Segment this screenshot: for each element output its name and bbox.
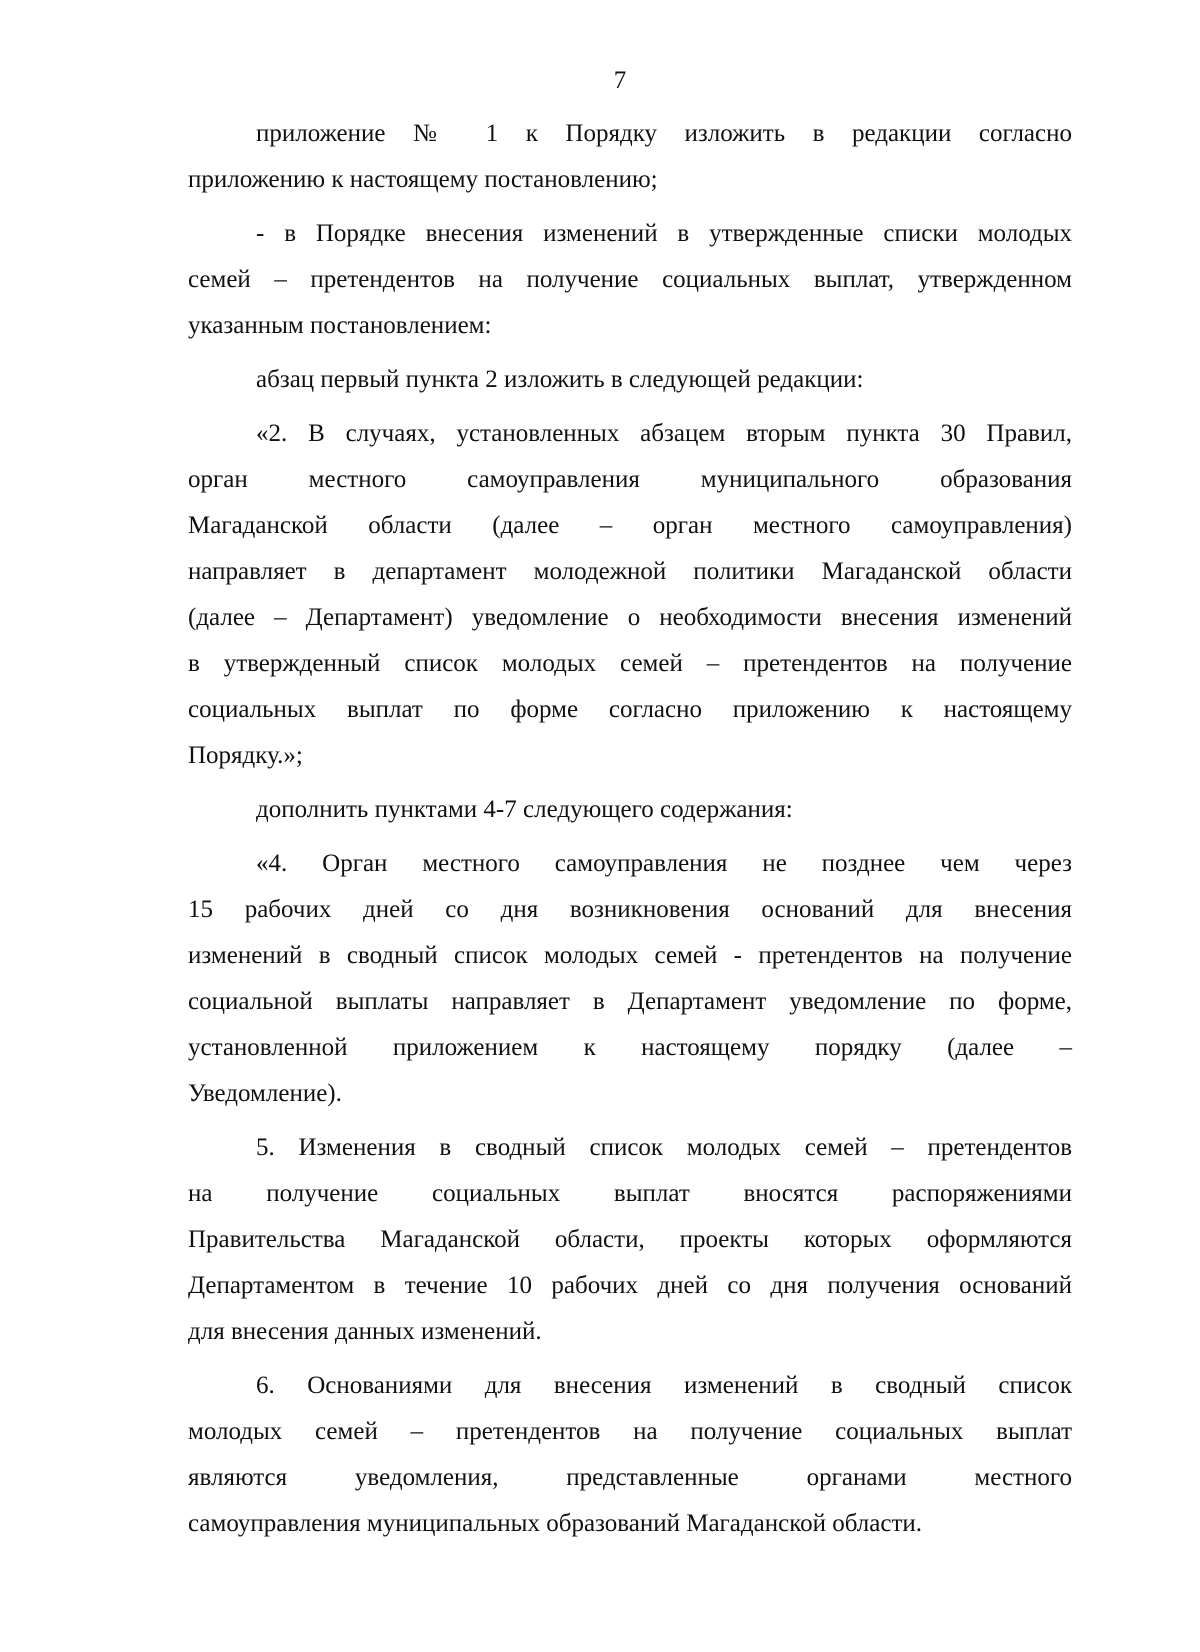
text-line: в утвержденный список молодых семей – претендентов на получение xyxy=(188,650,1072,677)
text-line: на получение социальных выплат вносятся распоряжениями xyxy=(188,1180,1072,1207)
text-line: Уведомление). xyxy=(188,1080,342,1107)
text-line: дополнить пунктами 4-7 следующего содержания: xyxy=(256,796,793,823)
text-line: Правительства Магаданской области, проекты которых оформляются xyxy=(188,1226,1072,1253)
text-line: направляет в департамент молодежной политики Магаданской области xyxy=(188,558,1072,585)
text-line: социальных выплат по форме согласно приложению к настоящему xyxy=(188,696,1072,723)
paragraph-item-5 xyxy=(188,1125,1072,1355)
text-line: 5. Изменения в сводный список молодых семей – претендентов xyxy=(256,1134,1072,1161)
text-line: приложение № 1 к Порядку изложить в редакции согласно xyxy=(256,120,1072,147)
text-line: установленной приложением к настоящему порядку (далее – xyxy=(188,1034,1072,1061)
text-line: орган местного самоуправления муниципального образования xyxy=(188,466,1072,493)
paragraph-amendment-procedure xyxy=(188,211,1072,349)
text-line: социальной выплаты направляет в Департамент уведомление по форме, xyxy=(188,988,1072,1015)
text-line: являются уведомления, представленные органами местного xyxy=(188,1464,1072,1491)
paragraph-items-4-7-intro xyxy=(188,787,1072,833)
page-number: 7 xyxy=(613,67,627,94)
text-line: 6. Основаниями для внесения изменений в сводный список xyxy=(256,1372,1072,1399)
paragraph-appendix-1 xyxy=(188,111,1072,203)
text-line: Порядку.»; xyxy=(188,742,303,769)
paragraph-item-2 xyxy=(188,411,1072,779)
text-line: «2. В случаях, установленных абзацем вторым пункта 30 Правил, xyxy=(256,420,1072,447)
text-line: Департаментом в течение 10 рабочих дней со дня получения оснований xyxy=(188,1272,1072,1299)
text-line: семей – претендентов на получение социальных выплат, утвержденном xyxy=(188,266,1072,293)
text-line: «4. Орган местного самоуправления не позднее чем через xyxy=(256,850,1072,877)
text-line: указанным постановлением: xyxy=(188,312,492,339)
text-line: Магаданской области (далее – орган местного самоуправления) xyxy=(188,512,1072,539)
text-line: приложению к настоящему постановлению; xyxy=(188,166,658,193)
text-line: (далее – Департамент) уведомление о необходимости внесения изменений xyxy=(188,604,1072,631)
text-line: - в Порядке внесения изменений в утвержденные списки молодых xyxy=(256,220,1072,247)
paragraph-item-2-intro xyxy=(188,357,1072,403)
text-line: молодых семей – претендентов на получение социальных выплат xyxy=(188,1418,1072,1445)
text-line: абзац первый пункта 2 изложить в следующей редакции: xyxy=(256,366,864,393)
paragraph-item-4 xyxy=(188,841,1072,1117)
document-body xyxy=(188,111,1072,1555)
text-line: для внесения данных изменений. xyxy=(188,1318,542,1345)
text-line: самоуправления муниципальных образований Магаданской области. xyxy=(188,1510,923,1537)
text-line: изменений в сводный список молодых семей - претендентов на получение xyxy=(188,942,1072,969)
text-line: 15 рабочих дней со дня возникновения оснований для внесения xyxy=(188,896,1072,923)
paragraph-item-6 xyxy=(188,1363,1072,1547)
